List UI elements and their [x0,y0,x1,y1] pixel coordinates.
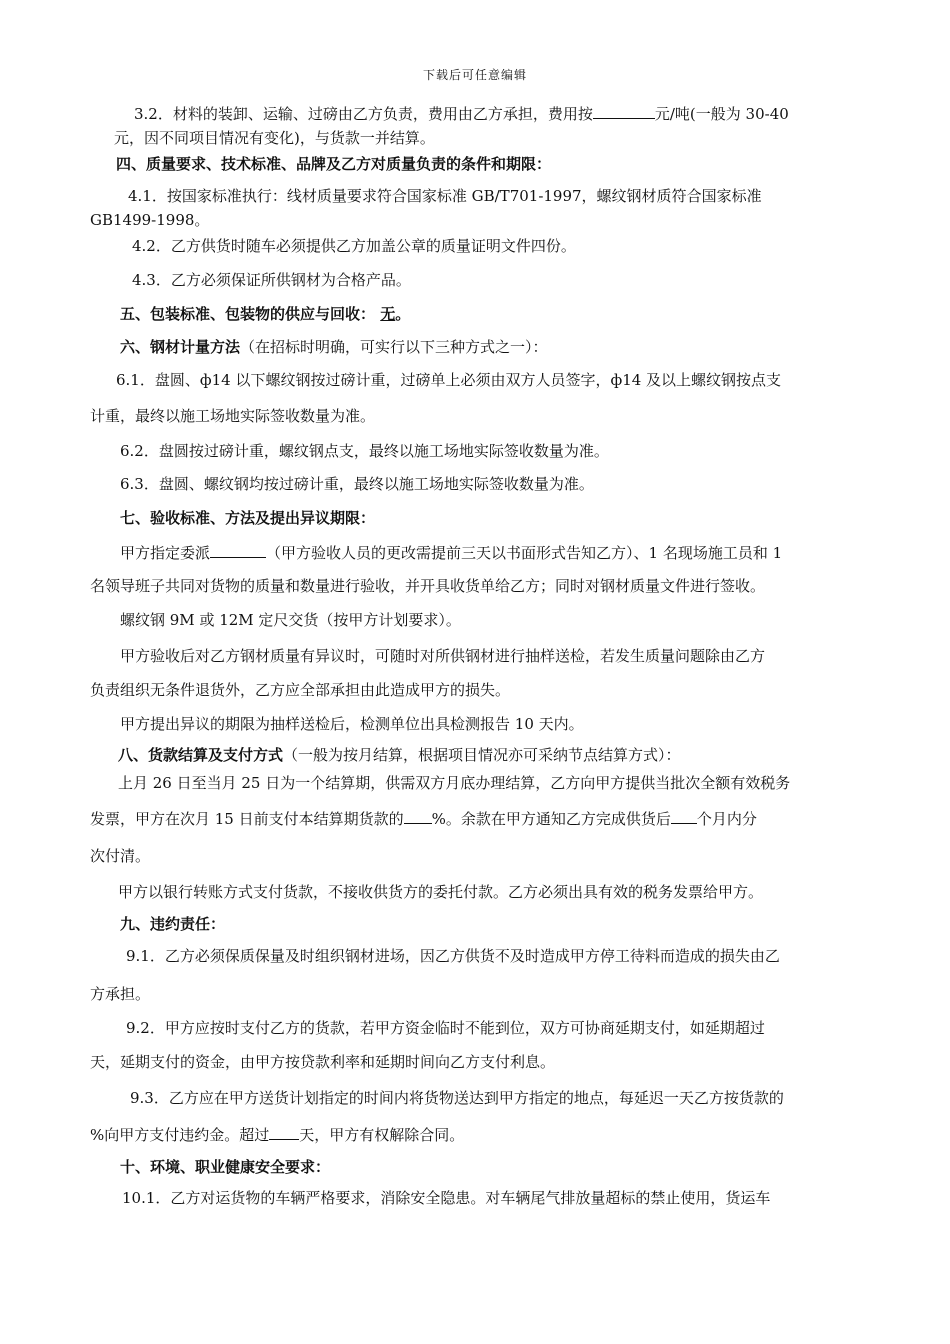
clause-6-2: 6.2．盘圆按过磅计重，螺纹钢点支，最终以施工场地实际签收数量为准。 [120,442,609,460]
section-7-para-3-line-1: 甲方验收后对乙方钢材质量有异议时，可随时对所供钢材进行抽样送检，若发生质量问题除由乙方 [120,647,766,665]
clause-6-1-line-1: 6.1．盘圆、ф14 以下螺纹钢按过磅计重，过磅单上必须由双方人员签字，ф14 及以上螺纹钢按点支 [116,371,782,389]
section-8-para-1-line-2: 发票，甲方在次月 15 日前支付本结算期货款的 %。余款在甲方通知乙方完成供货后 个月内分 [90,810,757,828]
section-8-para-1-line-1: 上月 26 日至当月 25 日为一个结算期，供需双方月底办理结算，乙方向甲方提供当批次全额有效税务 [118,774,791,792]
clause-9-1-line-2: 方承担。 [90,985,151,1003]
section-7-para-3-line-2: 负责组织无条件退货外，乙方应全部承担由此造成甲方的损失。 [90,681,511,699]
section-4-title: 四、质量要求、技术标准、品牌及乙方对质量负责的条件和期限： [116,155,552,173]
section-7-title: 七、验收标准、方法及提出异议期限： [120,509,376,527]
section-10-title: 十、环境、职业健康安全要求： [120,1158,331,1176]
section-7-para-1-line-1: 甲方指定委派 （甲方验收人员的更改需提前三天以书面形式告知乙方）、1 名现场施工员和 1 [120,544,783,562]
section-8-para-2: 甲方以银行转账方式支付货款，不接收供货方的委托付款。乙方必须出具有效的税务发票给甲方。 [118,883,764,901]
section-9-title: 九、违约责任： [120,915,226,933]
blank-months[interactable] [671,808,697,824]
clause-3-2-line-2: 元，因不同项目情况有变化)，与货款一并结算。 [114,129,435,147]
section-5-title: 五、包装标准、包装物的供应与回收： 无。 [120,305,411,323]
clause-9-3-line-1: 9.3．乙方应在甲方送货计划指定的时间内将货物送达到甲方指定的地点，每延迟一天乙方按货款的 [130,1089,784,1107]
clause-6-3: 6.3．盘圆、螺纹钢均按过磅计重，最终以施工场地实际签收数量为准。 [120,475,594,493]
blank-payment-percent[interactable] [404,808,432,824]
blank-inspector-name[interactable] [210,542,266,558]
page-header: 下载后可任意编辑 [422,68,527,82]
clause-9-3-line-2: %向甲方支付违约金。超过 天，甲方有权解除合同。 [90,1126,465,1144]
packaging-value: 无 [380,305,396,323]
clause-6-1-line-2: 计重，最终以施工场地实际签收数量为准。 [90,407,376,425]
clause-4-1-line-2: GB1499-1998。 [90,211,210,229]
clause-9-2-line-1: 9.2．甲方应按时支付乙方的货款，若甲方资金临时不能到位，双方可协商延期支付，如延期超过 [126,1019,765,1037]
section-6-title: 六、钢材计量方法（在招标时明确，可实行以下三种方式之一）： [120,338,548,356]
section-7-para-2: 螺纹钢 9M 或 12M 定尺交货（按甲方计划要求）。 [120,611,461,629]
clause-10-1-line-1: 10.1．乙方对运货物的车辆严格要求，消除安全隐患。对车辆尾气排放量超标的禁止使用，货运车 [122,1189,771,1207]
section-8-para-1-line-3: 次付清。 [90,847,151,865]
blank-fee-per-ton[interactable] [593,103,655,119]
section-7-para-4: 甲方提出异议的期限为抽样送检后，检测单位出具检测报告 10 天内。 [120,715,584,733]
clause-9-1-line-1: 9.1．乙方必须保质保量及时组织钢材进场，因乙方供货不及时造成甲方停工待料而造成的损失由乙 [126,947,780,965]
section-8-title: 八、货款结算及支付方式（一般为按月结算，根据项目情况亦可采纳节点结算方式）： [118,746,681,764]
clause-4-3: 4.3．乙方必须保证所供钢材为合格产品。 [132,271,411,289]
clause-4-1-line-1: 4.1．按国家标准执行：线材质量要求符合国家标准 GB/T701-1997，螺纹钢材质符合国家标准 [128,187,762,205]
clause-4-2: 4.2．乙方供货时随车必须提供乙方加盖公章的质量证明文件四份。 [132,237,576,255]
clause-9-2-line-2: 天，延期支付的资金，由甲方按贷款利率和延期时间向乙方支付利息。 [90,1053,556,1071]
clause-3-2-line-1: 3.2．材料的装卸、运输、过磅由乙方负责，费用由乙方承担，费用按 元/吨(一般为 30-40 [134,105,789,123]
blank-days[interactable] [269,1124,299,1140]
section-7-para-1-line-2: 名领导班子共同对货物的质量和数量进行验收，并开具收货单给乙方；同时对钢材质量文件进行签收。 [90,577,766,595]
